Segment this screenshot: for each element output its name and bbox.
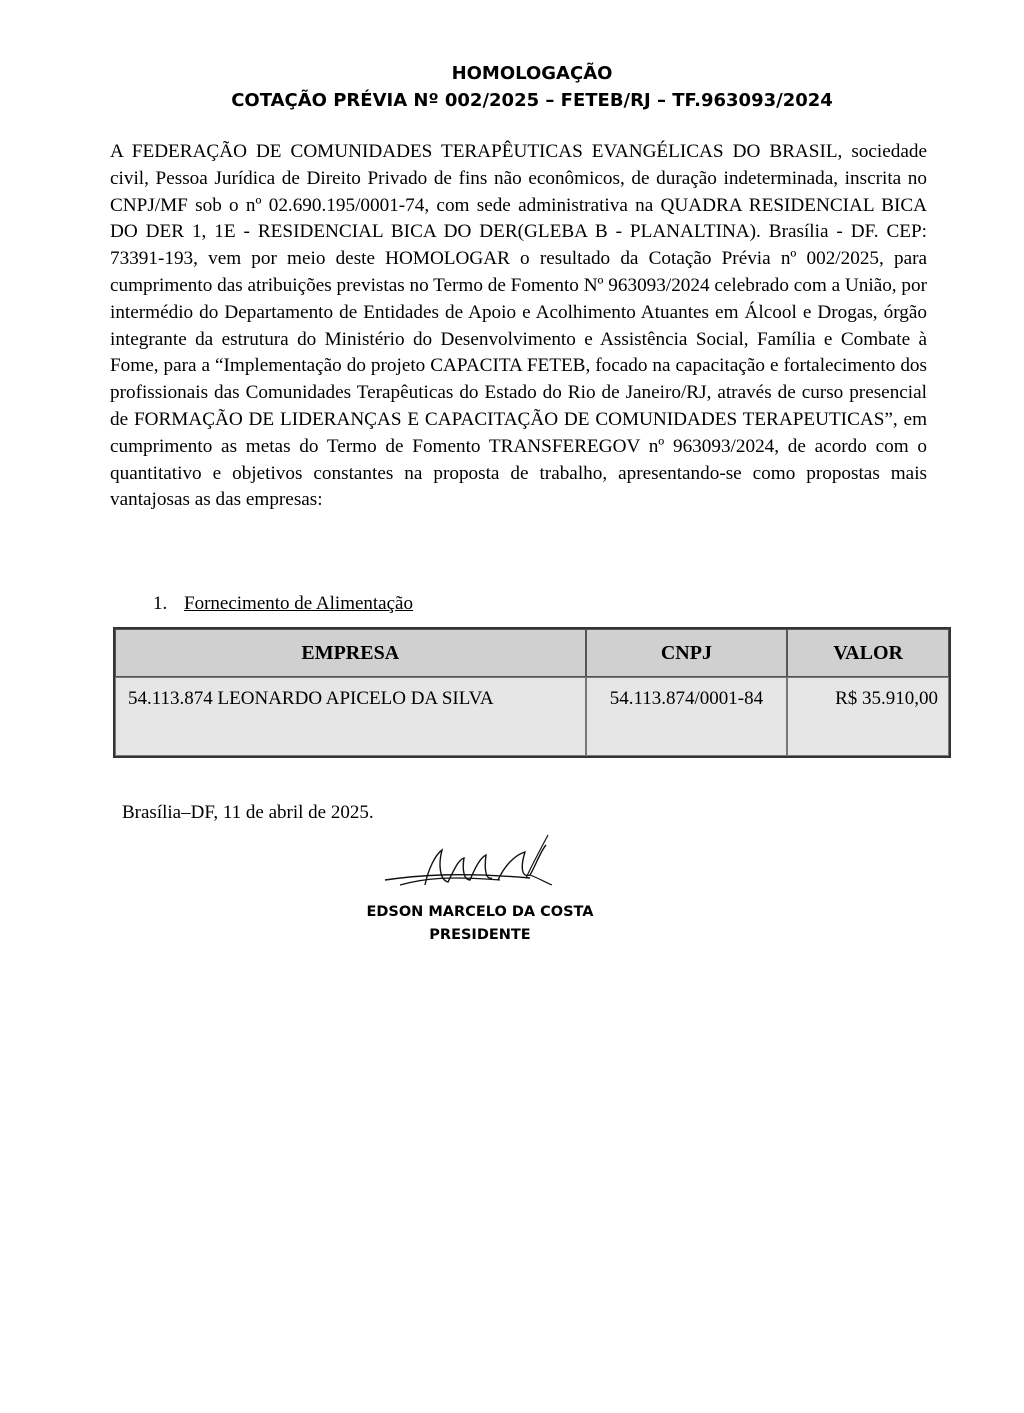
- header-valor: VALOR: [787, 629, 949, 677]
- document-date: Brasília–DF, 11 de abril de 2025.: [122, 802, 374, 823]
- cell-cnpj: 54.113.874/0001-84: [586, 677, 788, 756]
- document-title: HOMOLOGAÇÃO: [451, 63, 613, 84]
- header-cnpj: CNPJ: [586, 629, 788, 677]
- signature-image: [380, 830, 570, 900]
- table-row: [115, 677, 949, 756]
- signer-name: EDSON MARCELO DA COSTA: [366, 904, 594, 920]
- signer-role: PRESIDENTE: [429, 927, 531, 943]
- section-heading: [153, 593, 413, 615]
- cell-valor: R$ 35.910,00: [787, 677, 949, 756]
- table-header-row: [115, 629, 949, 677]
- quotation-table: [113, 627, 951, 758]
- body-paragraph: A FEDERAÇÃO DE COMUNIDADES TERAPÊUTICAS EVANGÉLICAS DO BRASIL, sociedade civil, Pessoa Jurídica de Direito Privado de fins não econômicos, de duração indeterminada, inscrita no CNPJ/MF sob o nº 02.690.195/0001-74, com sede administrativa na QUADRA RESIDENCIAL BICA DO DER 1, 1E - RESIDENCIAL BICA DO DER(GLEBA B - PLANALTINA). Brasília - DF. CEP: 73391-193, vem por meio deste HOMOLOGAR o resultado da Cotação Prévia nº 002/2025, para cumprimento das atribuições previstas no Termo de Fomento Nº 963093/2024 celebrado com a União, por intermédio do Departamento de Entidades de Apoio e Acolhimento Atuantes em Álcool e Drogas, órgão integrante da estrutura do Ministério do Desenvolvimento e Assistência Social, Família e Combate à Fome, para a “Implementação do projeto CAPACITA FETEB, focado na capacitação e fortalecimento dos profissionais das Comunidades Terapêuticas do Estado do Rio de Janeiro/RJ, através de curso presencial de FORMAÇÃO DE LIDERANÇAS E CAPACITAÇÃO DE COMUNIDADES TERAPEUTICAS”, em cumprimento as metas do Termo de Fomento TRANSFEREGOV nº 963093/2024, de acordo com o quantitativo e objetivos constantes na proposta de trabalho, apresentando-se como propostas mais vantajosas as das empresas:: [110, 141, 927, 511]
- section-number: 1.: [153, 593, 168, 614]
- section-label: Fornecimento de Alimentação: [184, 593, 413, 614]
- header-empresa: EMPRESA: [115, 629, 586, 677]
- document-subtitle: COTAÇÃO PRÉVIA Nº 002/2025 – FETEB/RJ – TF.963093/2024: [231, 90, 833, 111]
- cell-empresa: 54.113.874 LEONARDO APICELO DA SILVA: [115, 677, 586, 756]
